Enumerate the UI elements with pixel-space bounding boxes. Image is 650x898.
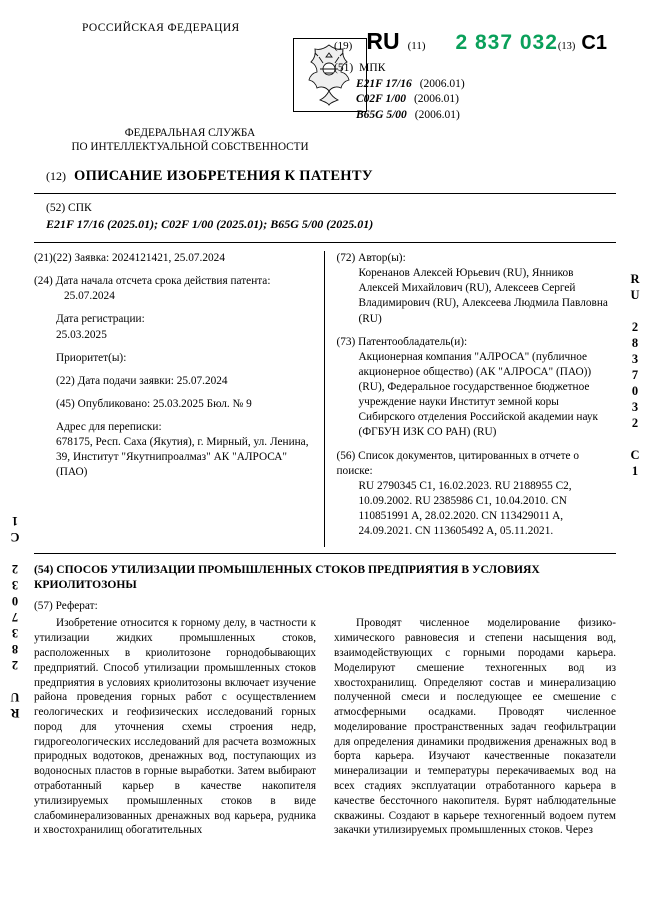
federal-service-line-2: ПО ИНТЕЛЛЕКТУАЛЬНОЙ СОБСТВЕННОСТИ xyxy=(71,141,309,153)
bibliographic-section xyxy=(34,242,616,547)
mpk-symbol: C02F 1/00 xyxy=(356,93,406,106)
mpk-rows xyxy=(356,77,646,124)
filing-value: 25.07.2024 xyxy=(176,374,228,387)
bibliographic-right-column xyxy=(325,251,617,547)
registration-label: Дата регистрации: xyxy=(56,313,145,326)
mpk-date: (2006.01) xyxy=(414,108,460,121)
cpc-value: E21F 17/16 (2025.01); C02F 1/00 (2025.01); B65G 5/00 (2025.01) xyxy=(46,217,374,231)
filing-label: Дата подачи заявки: xyxy=(77,374,174,387)
code-73: (73) xyxy=(336,335,356,348)
invention-title-section xyxy=(34,553,616,592)
side-code-right: RU 2837032 C1 xyxy=(628,272,642,480)
cpc-label: СПК xyxy=(68,202,92,214)
filing-field xyxy=(34,374,314,389)
references-field xyxy=(337,449,617,540)
code-22: (22) xyxy=(56,374,75,387)
mpk-row xyxy=(356,108,646,124)
references-label: Список документов, цитированных в отчете о поиске: xyxy=(336,449,580,477)
mpk-symbol: B65G 5/00 xyxy=(356,108,407,121)
abstract-column-1 xyxy=(34,616,316,838)
mpk-label: МПК xyxy=(359,62,386,74)
cpc-header xyxy=(46,202,616,214)
mpk-date: (2006.01) xyxy=(419,77,465,90)
federal-service-block xyxy=(34,126,340,154)
priority-label: Приоритет(ы): xyxy=(56,351,127,364)
mpk-header xyxy=(334,61,646,77)
divider-top xyxy=(34,193,616,194)
code-21-22: (21)(22) xyxy=(34,252,72,264)
application-field xyxy=(34,251,314,266)
registration-value: 25.03.2025 xyxy=(56,328,107,341)
mpk-symbol: E21F 17/16 xyxy=(356,77,412,90)
code-13: (13) xyxy=(557,41,576,52)
code-11: (11) xyxy=(407,40,426,52)
country-name: РОССИЙСКАЯ ФЕДЕРАЦИЯ xyxy=(82,22,240,34)
document-kind-title xyxy=(34,168,616,185)
document-title-text: ОПИСАНИЕ ИЗОБРЕТЕНИЯ К ПАТЕНТУ xyxy=(74,168,373,184)
term-start-label: Дата начала отсчета срока действия патента: xyxy=(55,275,271,288)
correspondence-label: Адрес для переписки: xyxy=(56,421,162,433)
patent-number: 2 837 032 xyxy=(455,31,558,54)
invention-title: СПОСОБ УТИЛИЗАЦИИ ПРОМЫШЛЕННЫХ СТОКОВ ПРЕДПРИЯТИЯ В УСЛОВИЯХ КРИОЛИТОЗОНЫ xyxy=(34,563,540,592)
code-57: (57) xyxy=(34,600,53,613)
patent-holder-value: Акционерная компания "АЛРОСА" (публичное акционерное общество) (АК "АЛРОСА" (ПАО)) (RU), Федеральное государственное бюджетное учреждение науки Институт земной коры Сибирского отделения Российской академии наук (ФГБУН ИЗК СО РАН) (RU) xyxy=(358,350,599,439)
code-24: (24) xyxy=(34,275,53,288)
mpk-row xyxy=(356,77,646,93)
code-56: (56) xyxy=(336,449,356,462)
code-52: (52) xyxy=(46,202,66,214)
abstract-column-2 xyxy=(334,616,616,838)
mpk-block xyxy=(334,61,646,123)
mpk-row xyxy=(356,92,646,108)
header-right-block xyxy=(334,28,646,123)
ru-label: RU xyxy=(366,28,400,54)
published-label: Опубликовано: xyxy=(77,397,151,410)
registration-field xyxy=(34,312,314,342)
abstract-body xyxy=(34,616,616,838)
term-start-value: 25.07.2024 xyxy=(64,290,115,303)
abstract-text-1: Изобретение относится к горному делу, в частности к утилизации жидких промышленных стоков, расположенных в криолитозоне горнодобывающих предприятий. Способ утилизации промышленных стоков предприятия в условиях криолитозоны включает изучение района проведения горных работ с осуществлением геологических и геофизических исследований горных пород для уточнения схемы строения недр, гидрогеологических исследований для расчета возможных природных водотоков, дренажных вод, поступающих из водоносных пластов в горные выработки. Затем выбирают отработанный карьер в качестве накопителя утилизируемых промышленных стоков в виде слабоминерализованных дренажных вод карьера, рудника и хвостохранилищ обогатительных xyxy=(34,617,316,837)
bibliographic-left-column xyxy=(34,251,325,547)
references-value: RU 2790345 C1, 16.02.2023. RU 2188955 C2, 10.09.2002. RU 2385986 C1, 10.04.2010. CN 110851991 A, 28.02.2020. CN 113429011 A, 24.09.2021. CN 113605492 A, 05.11.2021. xyxy=(358,479,572,538)
authors-label: Автор(ы): xyxy=(358,252,406,264)
published-field xyxy=(34,397,314,412)
abstract-label: Реферат: xyxy=(55,600,98,613)
application-label: Заявка: xyxy=(74,252,110,264)
code-45: (45) xyxy=(56,397,75,410)
code-54: (54) xyxy=(34,563,54,577)
application-value: 2024121421, 25.07.2024 xyxy=(112,252,225,264)
federal-service-line-1: ФЕДЕРАЛЬНАЯ СЛУЖБА xyxy=(124,127,256,139)
code-72: (72) xyxy=(336,252,356,264)
cpc-section xyxy=(34,202,616,232)
code-19: (19) xyxy=(334,40,353,52)
code-51: (51) xyxy=(334,62,354,74)
correspondence-field xyxy=(34,420,314,481)
published-value: 25.03.2025 Бюл. № 9 xyxy=(152,397,252,410)
mpk-date: (2006.01) xyxy=(413,93,459,106)
abstract-text-2: Проводят численное моделирование физико-химического равновесия и степени насыщения вод, взаимодействующих с горными породами карьера. Моделируют смешение техногенных вод из хвостохранилищ. Определяют состав и минерализацию полученной смеси и последующее ее смешение с атмосферными осадками. Проводят численное моделирование пространственных задач геофильтрации для определения динамики продвижения дренажных вод в борта карьера. Изучают качественные показатели минерализации и температуры перекачиваемых вод на всех стадиях эксплуатации отработанного карьера в качестве бессточного накопителя. Бурят наблюдательные скважины. Создают в карьере техногенный водоем путем закачки утилизируемых промышленных стоков. Через xyxy=(334,617,616,837)
side-code-left: RU 2837032 C1 xyxy=(8,512,22,720)
code-12: (12) xyxy=(46,169,66,183)
patent-number-line xyxy=(334,28,646,55)
authors-field xyxy=(337,251,617,327)
authors-value: Коренанов Алексей Юрьевич (RU), Янников Алексей Михайлович (RU), Алексеев Сергей Владимирович (RU), Алексеева Людмила Павловна (RU) xyxy=(358,267,608,325)
document-header xyxy=(34,22,616,154)
patent-holder-label: Патентообладатель(и): xyxy=(358,335,468,348)
correspondence-value: 678175, Респ. Саха (Якутия), г. Мирный, ул. Ленина, 39, Институт "Якутнипроалмаз" АК "АЛРОСА" (ПАО) xyxy=(56,436,309,479)
abstract-header xyxy=(34,600,616,612)
kind-code: C1 xyxy=(581,32,607,54)
patent-holder-field xyxy=(337,335,617,441)
term-start-field xyxy=(34,274,314,304)
